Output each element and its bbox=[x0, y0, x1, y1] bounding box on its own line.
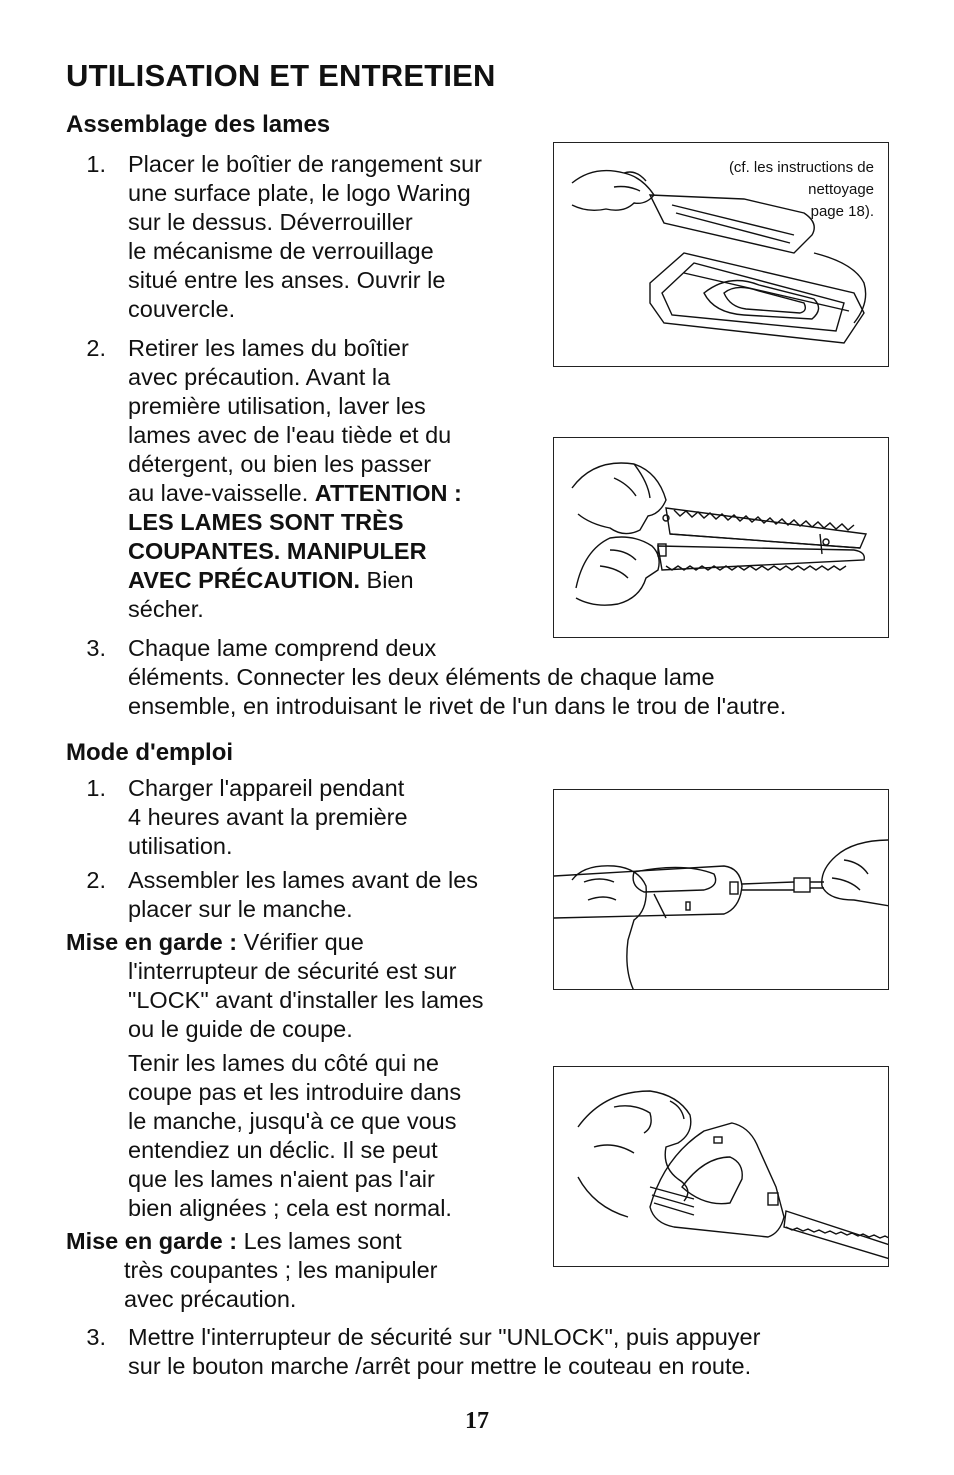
caution-note-text: l'interrupteur de sécurité est sur "LOCK" avant d'installer les lames ou le guide de coupe. bbox=[128, 958, 484, 1042]
list-item-text: Placer le boîtier de rangement sur une surface plate, le logo Waring sur le dessus. Déverrouiller le mécanisme de verrouillage situé entre les anses. Ouvrir le couvercle. bbox=[128, 151, 482, 322]
list-number: 2. bbox=[86, 867, 106, 893]
list-number: 3. bbox=[86, 635, 106, 661]
page-title: UTILISATION ET ENTRETIEN bbox=[66, 58, 496, 93]
list-number: 1. bbox=[86, 151, 106, 177]
list-item-text: Chaque lame comprend deux éléments. Connecter les deux éléments de chaque lame ensemble, en introduisant le rivet de l'un dans le trou de l'autre. bbox=[128, 635, 787, 719]
caution-note: Mise en garde : Vérifier que bbox=[66, 929, 364, 955]
list-item-text: Assembler les lames avant de les placer sur le manche. bbox=[128, 867, 479, 922]
figure-caption: (cf. les instructions de nettoyage page 18). bbox=[728, 159, 874, 220]
caution-note-text: très coupantes ; les manipuler avec précaution. bbox=[124, 1257, 438, 1312]
list-number: 3. bbox=[86, 1324, 106, 1350]
instruction-paragraph: Tenir les lames du côté qui ne coupe pas et les introduire dans le manche, jusqu'à ce que vous entendiez un déclic. Il se peut que les lames n'aient pas l'air bien alignées ; cela est normal. bbox=[128, 1050, 462, 1221]
caution-note: Mise en garde : Les lames sont bbox=[66, 1228, 402, 1254]
page-number: 17 bbox=[465, 1408, 489, 1434]
knife-in-hand-illustration bbox=[553, 1066, 889, 1267]
list-item-text: Charger l'appareil pendant 4 heures avant la première utilisation. bbox=[128, 775, 408, 859]
section-heading-operating-mode: Mode d'emploi bbox=[66, 739, 234, 766]
warning-text: ATTENTION : bbox=[314, 480, 462, 506]
section-heading-blade-assembly: Assemblage des lames bbox=[66, 111, 331, 138]
list-item-text: Retirer les lames du boîtier avec précaution. Avant la première utilisation, laver les lames avec de l'eau tiède et du détergent, ou bien les passer au lave-vaisselle. ATTENTION : LES LAMES SONT TRÈS COUPANTES. MANIPULER AVEC PRÉCAUTION. Bien sécher. bbox=[128, 335, 462, 622]
blade-assembly-illustration bbox=[553, 437, 889, 638]
list-item-text: Mettre l'interrupteur de sécurité sur "UNLOCK", puis appuyer sur le bouton marche /arrêt pour mettre le couteau en route. bbox=[128, 1324, 761, 1379]
storage-case-illustration bbox=[553, 142, 889, 367]
charging-handle-illustration bbox=[553, 789, 889, 990]
list-number: 2. bbox=[86, 335, 106, 361]
list-number: 1. bbox=[86, 775, 106, 801]
